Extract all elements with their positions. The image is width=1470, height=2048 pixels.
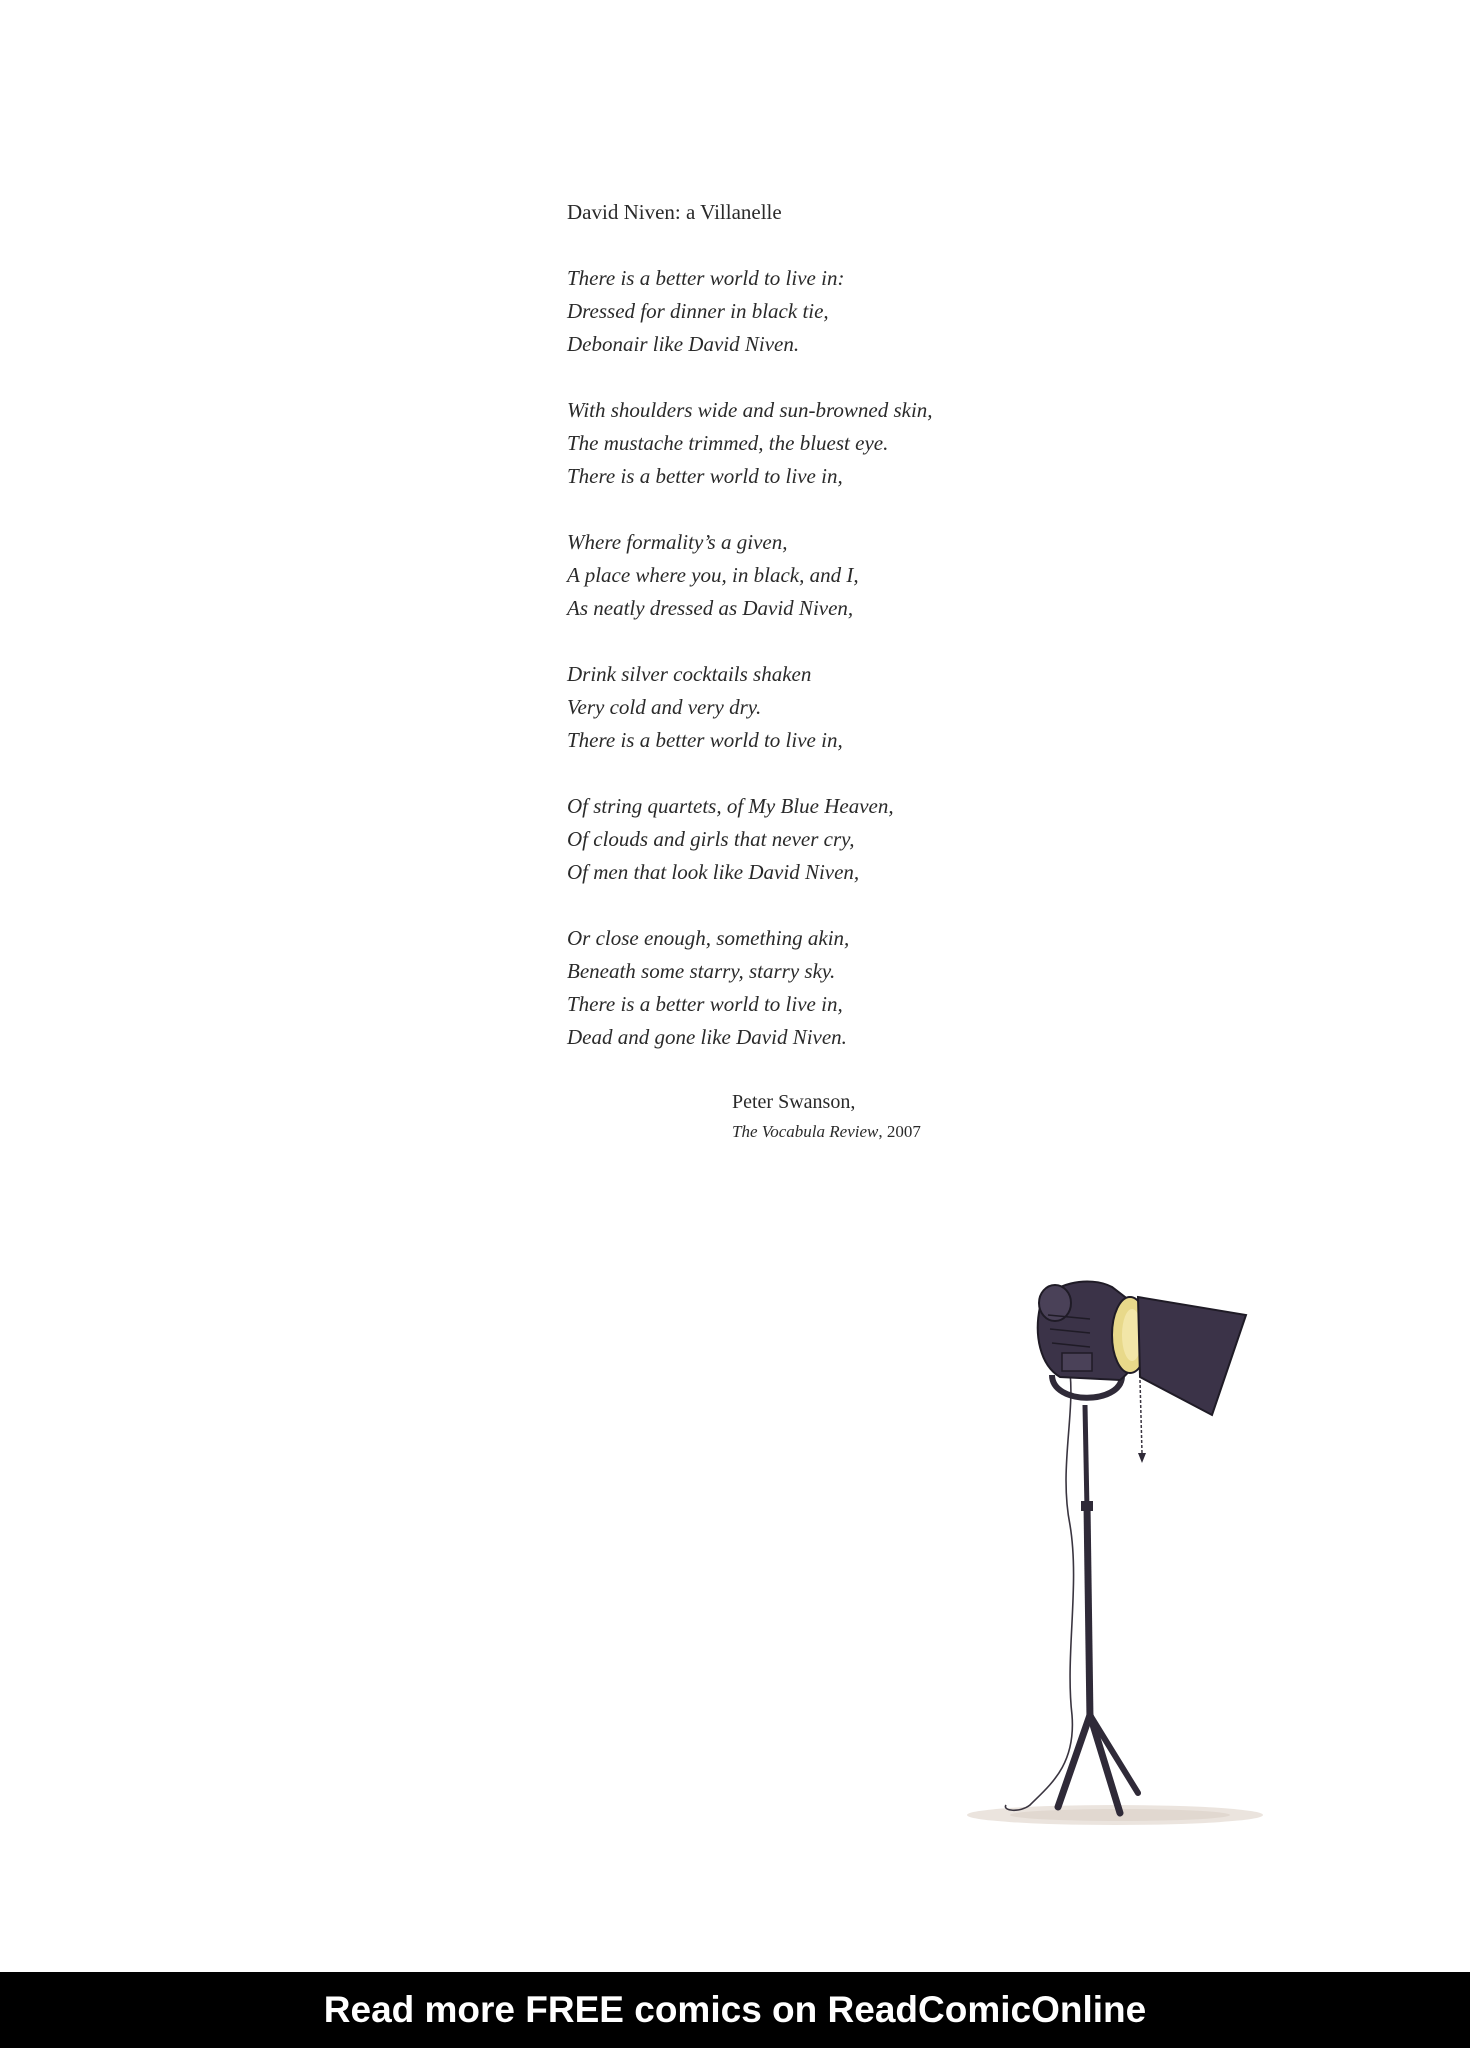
stanza-3 <box>567 526 1087 625</box>
poem-line: Dressed for dinner in black tie, <box>567 299 829 323</box>
poem-line: Where formality’s a given, <box>567 530 788 554</box>
spotlight-icon <box>940 1265 1270 1835</box>
poem-line: There is a better world to live in, <box>567 728 843 752</box>
poem-line: There is a better world to live in: <box>567 266 845 290</box>
source-title: The Vocabula Review <box>732 1122 879 1141</box>
poem-line: With shoulders wide and sun-browned skin, <box>567 398 933 422</box>
footer-banner[interactable] <box>0 1972 1470 2048</box>
poem-line: The mustache trimmed, the bluest eye. <box>567 431 889 455</box>
poem-line: Of clouds and girls that never cry, <box>567 827 855 851</box>
poem-line: Beneath some starry, starry sky. <box>567 959 836 983</box>
poem-title: David Niven: a Villanelle <box>567 200 782 224</box>
poem-line: Of men that look like David Niven, <box>567 860 860 884</box>
poem <box>567 196 1087 1087</box>
stanza-1 <box>567 262 1087 361</box>
source-year: , 2007 <box>878 1122 921 1141</box>
poem-line: Very cold and very dry. <box>567 695 762 719</box>
poem-line: There is a better world to live in, <box>567 464 843 488</box>
poem-line: Or close enough, something akin, <box>567 926 850 950</box>
source-citation <box>732 1118 921 1146</box>
stanza-4 <box>567 658 1087 757</box>
attribution <box>732 1086 921 1146</box>
author-name: Peter Swanson, <box>732 1091 856 1113</box>
stanza-2 <box>567 394 1087 493</box>
poem-line: A place where you, in black, and I, <box>567 563 859 587</box>
poem-line: Drink silver cocktails shaken <box>567 662 812 686</box>
footer-link-text[interactable]: Read more FREE comics on ReadComicOnline <box>323 1989 1147 2030</box>
poem-line: There is a better world to live in, <box>567 992 843 1016</box>
stanza-6 <box>567 922 1087 1054</box>
poem-line: Of string quartets, of My Blue Heaven, <box>567 794 894 818</box>
poem-line: As neatly dressed as David Niven, <box>567 596 854 620</box>
poem-line: Debonair like David Niven. <box>567 332 800 356</box>
stanza-5 <box>567 790 1087 889</box>
poem-line: Dead and gone like David Niven. <box>567 1025 847 1049</box>
